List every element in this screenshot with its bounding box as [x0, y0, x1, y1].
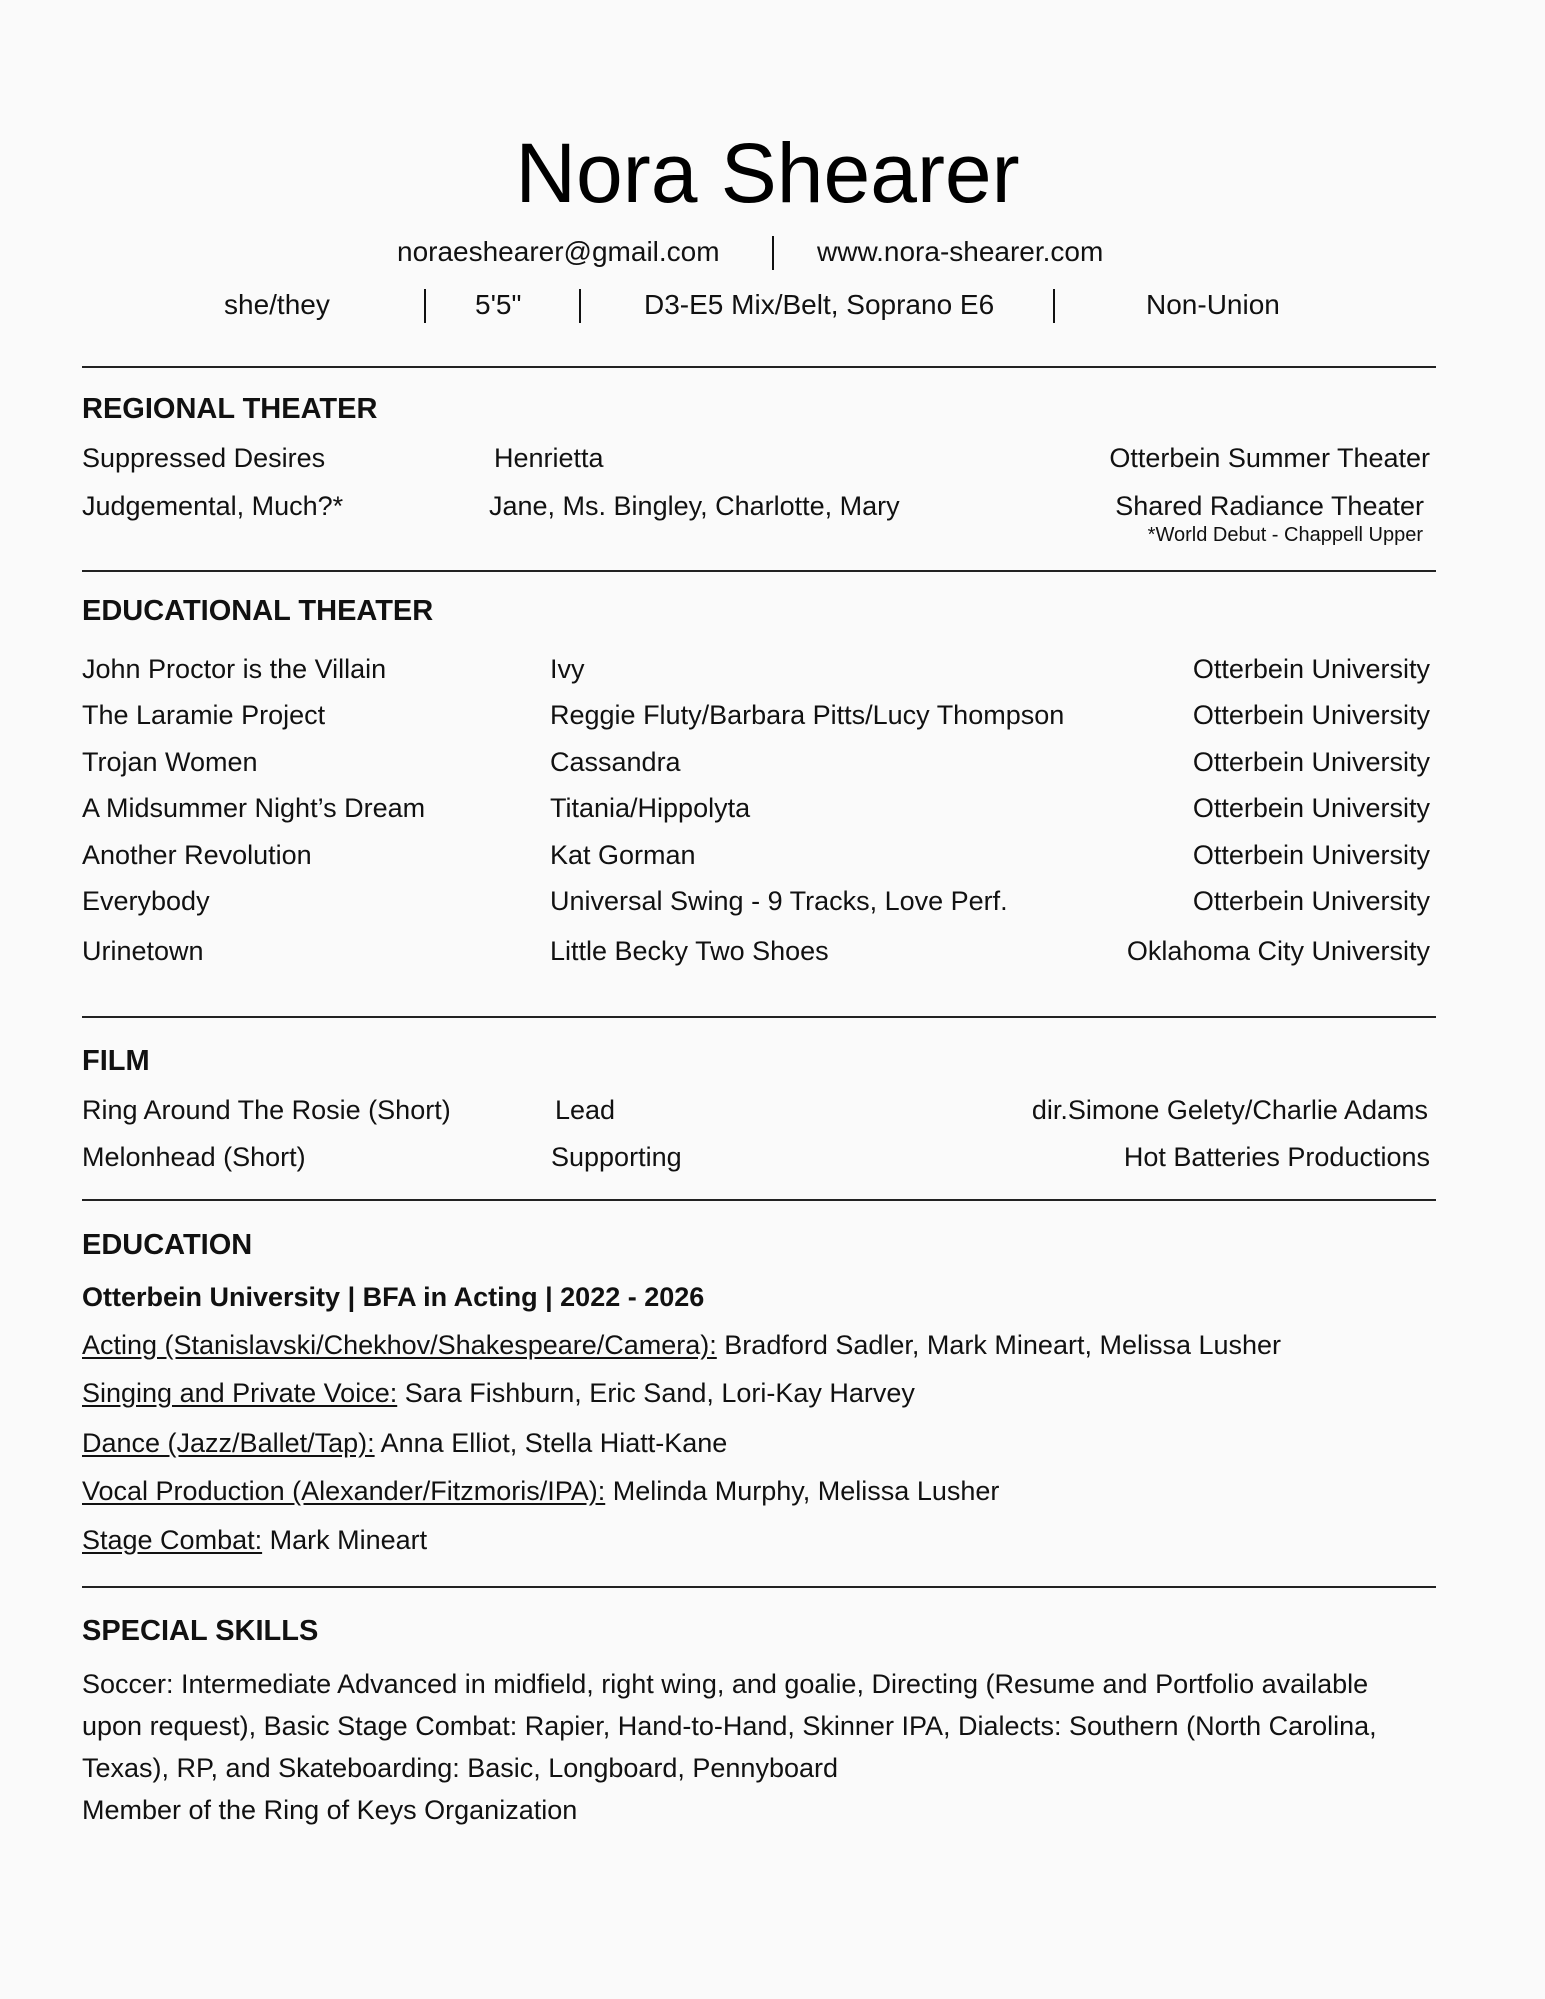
teachers: Mark Mineart	[262, 1525, 428, 1555]
credit-row	[82, 745, 1430, 779]
skills-line: Texas), RP, and Skateboarding: Basic, Longboard, Pennyboard	[82, 1753, 838, 1783]
credit-row	[82, 489, 1430, 523]
credit-row	[82, 652, 1430, 686]
pronouns: she/they	[224, 289, 330, 320]
educational-theater-heading: EDUCATIONAL THEATER	[82, 595, 434, 627]
special-skills-heading: SPECIAL SKILLS	[82, 1615, 319, 1647]
venue: Otterbein University	[1192, 700, 1430, 730]
credit-row	[82, 1093, 1430, 1127]
training-label: Acting (Stanislavski/Chekhov/Shakespeare/Camera):	[82, 1330, 717, 1360]
teachers: Melinda Murphy, Melissa Lusher	[605, 1476, 1000, 1506]
website-link[interactable]: www.nora-shearer.com	[817, 236, 1104, 267]
role: Little Becky Two Shoes	[550, 936, 829, 966]
training-line	[82, 1474, 999, 1508]
venue: Otterbein University	[1192, 654, 1430, 684]
role: Cassandra	[550, 747, 681, 777]
venue: Otterbein University	[1192, 747, 1430, 777]
role: Reggie Fluty/Barbara Pitts/Lucy Thompson	[550, 700, 1065, 730]
show-title: Everybody	[82, 886, 210, 916]
degree-line: Otterbein University | BFA in Acting | 2022 - 2026	[82, 1282, 705, 1312]
role: Henrietta	[494, 443, 604, 473]
role: Universal Swing - 9 Tracks, Love Perf.	[550, 886, 1008, 916]
film-title: Melonhead (Short)	[82, 1142, 306, 1172]
training-line	[82, 1523, 427, 1557]
teachers: Anna Elliot, Stella Hiatt-Kane	[374, 1428, 728, 1458]
show-title: Judgemental, Much?*	[82, 491, 344, 521]
venue: Otterbein University	[1192, 793, 1430, 823]
union-status: Non-Union	[1146, 289, 1280, 320]
section-divider	[82, 1199, 1436, 1201]
venue: Otterbein Summer Theater	[1109, 443, 1430, 473]
world-debut-footnote: *World Debut - Chappell Upper	[1147, 524, 1423, 546]
education-heading: EDUCATION	[82, 1229, 253, 1261]
skills-paragraph	[82, 1663, 1442, 1831]
role: Lead	[555, 1095, 616, 1125]
venue: Oklahoma City University	[1126, 936, 1430, 966]
skills-line: Soccer: Intermediate Advanced in midfield, right wing, and goalie, Directing (Resume and Portfolio available	[82, 1669, 1369, 1699]
credit-row	[82, 884, 1430, 918]
role: Kat Gorman	[550, 840, 696, 870]
skills-line: Member of the Ring of Keys Organization	[82, 1795, 578, 1825]
credit-row	[82, 934, 1430, 968]
training-line	[82, 1426, 727, 1460]
venue: Otterbein University	[1192, 840, 1430, 870]
role: Supporting	[551, 1142, 682, 1172]
credit-row	[82, 1140, 1430, 1174]
show-title: John Proctor is the Villain	[82, 654, 387, 684]
info-divider	[579, 289, 581, 323]
training-label: Vocal Production (Alexander/Fitzmoris/IPA):	[82, 1476, 606, 1506]
contact-divider	[772, 236, 774, 270]
training-label: Singing and Private Voice:	[82, 1378, 398, 1408]
section-divider	[82, 1586, 1436, 1588]
section-divider	[82, 1016, 1436, 1018]
height: 5'5"	[475, 289, 522, 320]
production-company: dir.Simone Gelety/Charlie Adams	[1031, 1095, 1428, 1125]
resume-name: Nora Shearer	[515, 126, 1020, 220]
venue: Shared Radiance Theater	[1115, 491, 1424, 521]
info-divider	[1053, 289, 1055, 323]
production-company: Hot Batteries Productions	[1123, 1142, 1430, 1172]
show-title: A Midsummer Night’s Dream	[82, 793, 426, 823]
show-title: Trojan Women	[82, 747, 258, 777]
venue: Otterbein University	[1192, 886, 1430, 916]
show-title: Another Revolution	[82, 840, 312, 870]
show-title: Urinetown	[82, 936, 204, 966]
email-link[interactable]: noraeshearer@gmail.com	[397, 236, 720, 267]
training-line	[82, 1328, 1281, 1362]
info-divider	[424, 289, 426, 323]
credit-row	[82, 698, 1430, 732]
credit-row	[82, 791, 1430, 825]
regional-theater-heading: REGIONAL THEATER	[82, 393, 378, 425]
role: Ivy	[550, 654, 585, 684]
credit-row	[82, 441, 1430, 475]
training-line	[82, 1376, 915, 1410]
vocal-range: D3-E5 Mix/Belt, Soprano E6	[644, 289, 995, 320]
role: Jane, Ms. Bingley, Charlotte, Mary	[489, 491, 900, 521]
section-divider	[82, 570, 1436, 572]
training-label: Dance (Jazz/Ballet/Tap):	[82, 1428, 375, 1458]
section-divider	[82, 366, 1436, 368]
skills-line: upon request), Basic Stage Combat: Rapier, Hand-to-Hand, Skinner IPA, Dialects: Southern (North Carolina,	[82, 1711, 1377, 1741]
teachers: Sara Fishburn, Eric Sand, Lori-Kay Harvey	[397, 1378, 915, 1408]
show-title: The Laramie Project	[82, 700, 326, 730]
film-heading: FILM	[82, 1045, 150, 1077]
role: Titania/Hippolyta	[550, 793, 751, 823]
show-title: Suppressed Desires	[82, 443, 326, 473]
teachers: Bradford Sadler, Mark Mineart, Melissa Lusher	[716, 1330, 1282, 1360]
training-label: Stage Combat:	[82, 1525, 263, 1555]
film-title: Ring Around The Rosie (Short)	[82, 1095, 451, 1125]
credit-row	[82, 838, 1430, 872]
